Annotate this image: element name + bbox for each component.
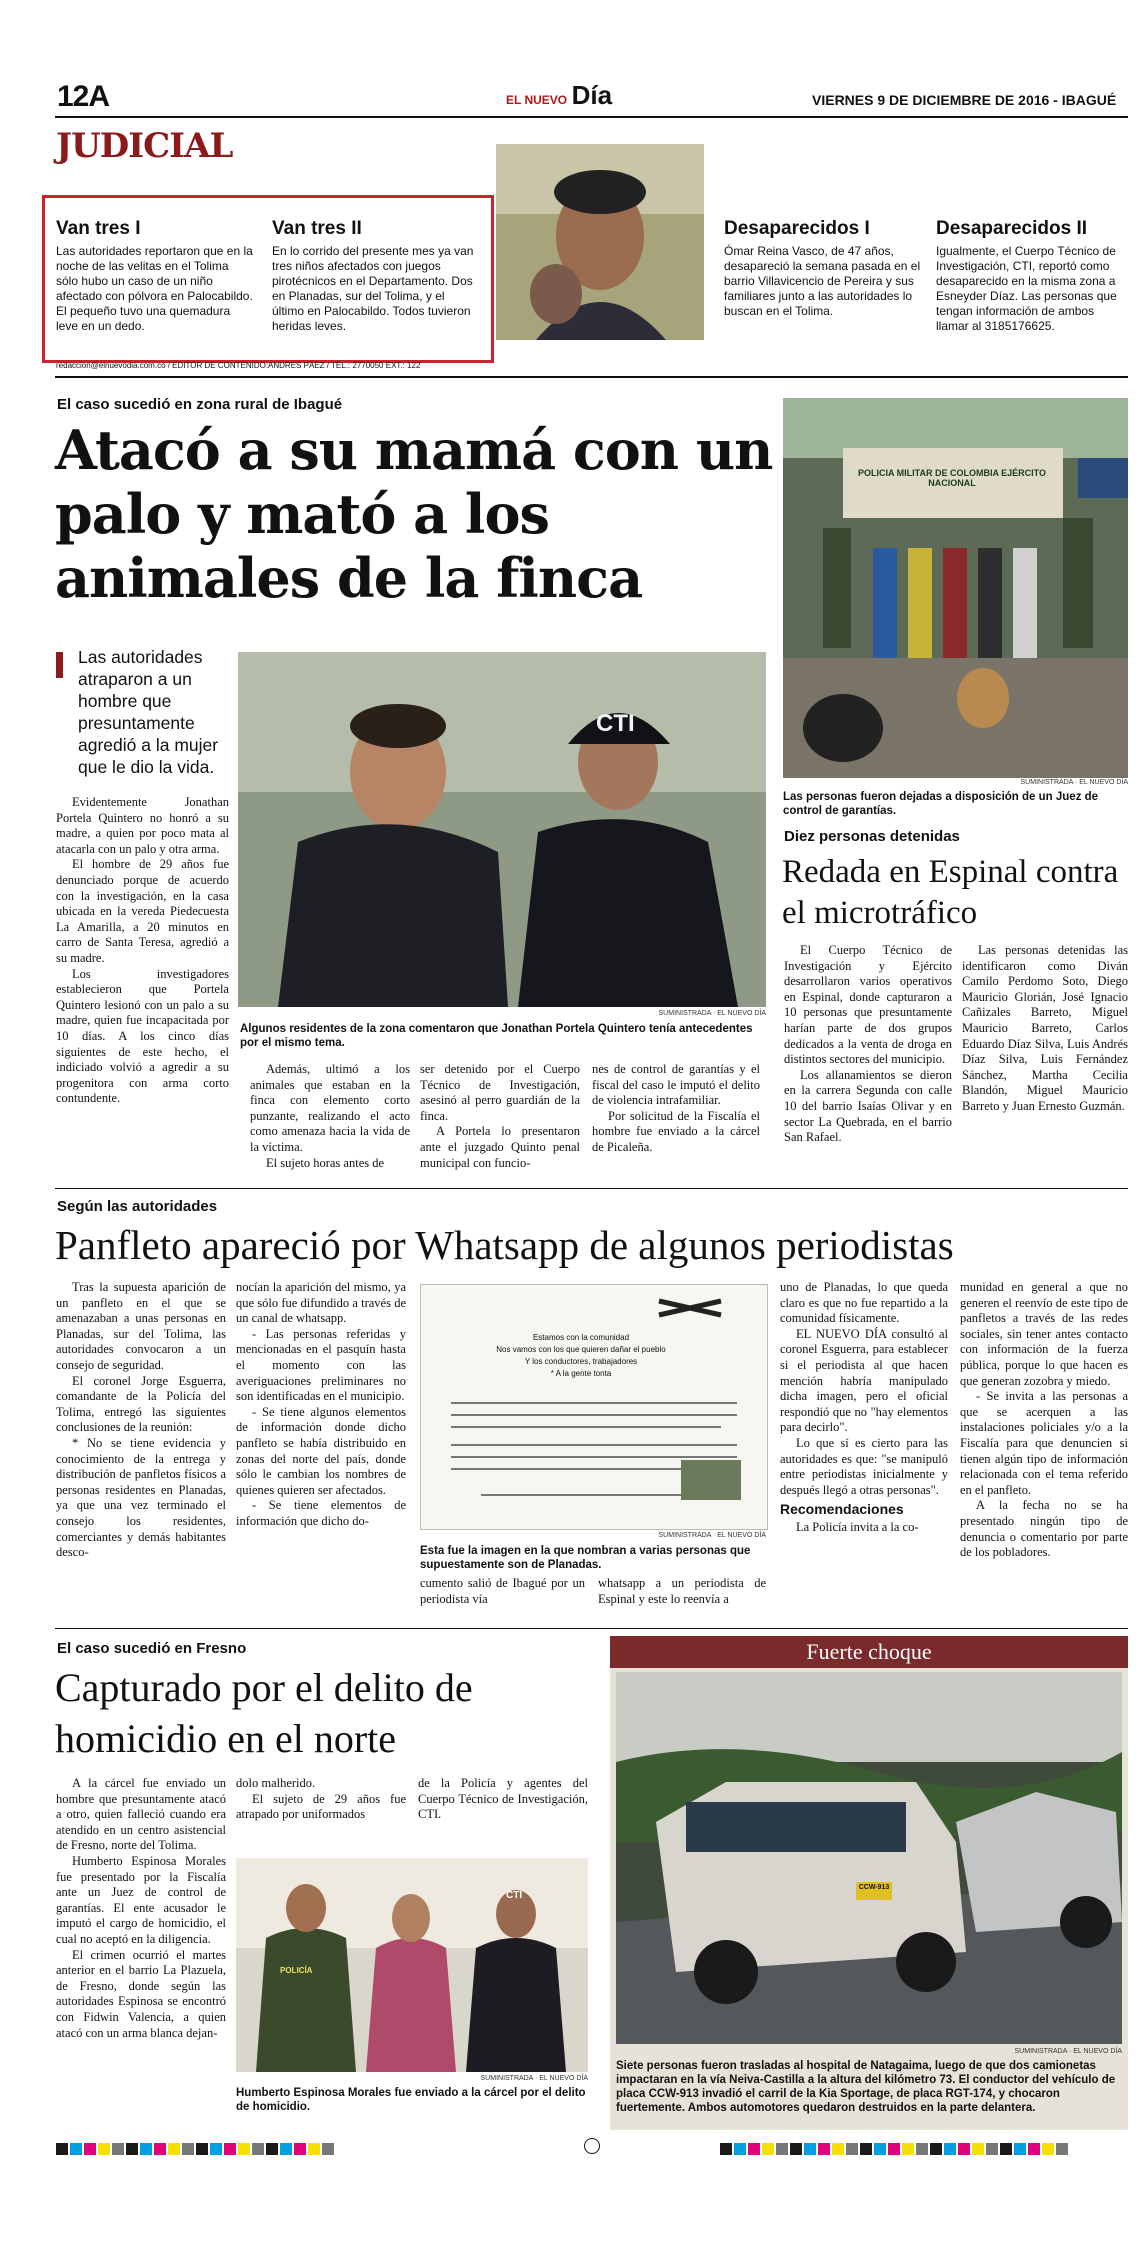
section-rule [55, 1628, 1128, 1629]
reg-swatch [874, 2143, 886, 2155]
reg-swatch [930, 2143, 942, 2155]
story3-col1 [56, 1280, 226, 1561]
reg-swatch [70, 2143, 82, 2155]
story3-col3a [420, 1576, 585, 1607]
paragraph: * No se tiene evidencia y conocimiento de la entrega y distribución de panfletos físicos a personas residentes en Planadas, ya que una vez terminado el consejo los residentes, comerciantes y demás habitantes desco- [56, 1435, 226, 1560]
paragraph: Las personas detenidas las identificaron como Diván Camilo Perdomo Soto, Diego Mauricio Glorián, José Ignacio Cañizales Barreto, Miguel Mauricio Barreto, Carlos Eduardo Díaz Silva, Luis Andrés Díaz Silva, Luis Fernández Sánchez, Martha Cecilia Blandón, Miguel Mauricio Barreto y Juan Ernesto Guzmán. [962, 943, 1128, 1113]
registration-bar-right [720, 2140, 1070, 2159]
paragraph: Evidentemente Jonathan Portela Quintero no honró a su madre, a quien por poco mata al atacarla con un palo y otra arma. [56, 795, 229, 856]
masthead-logo-part1: EL NUEVO [506, 93, 568, 107]
crash-photo [616, 1672, 1122, 2044]
reg-swatch [860, 2143, 872, 2155]
story1-col2 [250, 1062, 410, 1171]
reg-swatch [168, 2143, 180, 2155]
detainees-photo-image [783, 398, 1128, 778]
story1-kicker: El caso sucedió en zona rural de Ibagué [57, 396, 343, 413]
paragraph: - Se invita a las personas a que se acerquen a las instalaciones policiales y/o a la Fiscalía para que denuncien si tienen algún tipo de información relacionada con el tema referido en el panfleto. [960, 1389, 1128, 1497]
pamphlet-line: Nos vamos con los que quieren dañar el pueblo [496, 1345, 666, 1354]
brief-1 [56, 218, 253, 334]
masthead-logo [506, 80, 613, 111]
reg-swatch [916, 2143, 928, 2155]
story1-col3 [420, 1062, 580, 1171]
paragraph: Además, ultimó a los animales que estaban en la finca con elemento corto punzante, realizando el acto como amenaza hacia la vida de la víctima. [250, 1062, 410, 1154]
photo-sign-text: POLICIA MILITAR DE COLOMBIA EJÉRCITO NACIONAL [857, 468, 1046, 488]
reg-swatch [846, 2143, 858, 2155]
reg-swatch [182, 2143, 194, 2155]
reg-swatch [1042, 2143, 1054, 2155]
registration-mark-icon [584, 2138, 600, 2154]
crash-box-title: Fuerte choque [610, 1636, 1128, 1668]
paragraph: - Las personas referidas y mencionadas en el pasquín hasta el momento con las averiguaciones preliminares no son identificadas en el municipio. [236, 1326, 406, 1404]
registration-bar-left [56, 2140, 336, 2159]
paragraph: Humberto Espinosa Morales fue presentado por la Fiscalía ante un Juez de control de garantías. El ente acusador le imputó el cargo de homicidio, el cual no aceptó en la diligencia. [56, 1853, 226, 1946]
paragraph: - Se tiene elementos de información que dicho do- [236, 1498, 406, 1528]
paragraph: El crimen ocurrió el martes anterior en el barrio La Plazuela, de Fresno, donde según las autoridades Espinosa se encontró con Fidwin Valencia, a quien atacó con un arma blanca dejan- [56, 1947, 226, 2040]
pamphlet-line: Y los conductores, trabajadores [524, 1357, 638, 1366]
paragraph: de la Policía y agentes del Cuerpo Técnico de Investigación, CTI. [418, 1776, 588, 1822]
paragraph: nocían la aparición del mismo, ya que sólo fue difundido a través de un canal de whatsapp. [236, 1280, 406, 1326]
capture-photo-image [236, 1858, 588, 2072]
brief-text: En lo corrido del presente mes ya van tres niños afectados con juegos pirotécnicos en el Departamento. Dos en Planadas, sur del Tolima, y el último en Palocabildo. Todos tuvieron heridas leves. [272, 244, 474, 333]
paragraph: nes de control de garantías y el fiscal del caso le imputó el delito de violencia intrafamiliar. [592, 1062, 760, 1108]
paragraph: El hombre de 29 años fue denunciado porque de acuerdo con la investigación, en la casa ubicada en la vereda Piedecuesta La Amarilla, a 20 minutos en carro de Santa Teresa, agredió a su madre. [56, 857, 229, 965]
pamphlet-line: Estamos con la comunidad [532, 1333, 630, 1342]
paragraph: A Portela lo presentaron ante el juzgado Quinto penal municipal con funcio- [420, 1124, 580, 1170]
photo-credit: SUMINISTRADA · EL NUEVO DÍA [1014, 2048, 1122, 2055]
story3-photo [420, 1284, 768, 1530]
photo-credit: SUMINISTRADA · EL NUEVO DÍA [658, 1532, 766, 1539]
paragraph: dolo malherido. [236, 1776, 316, 1790]
reg-swatch [888, 2143, 900, 2155]
man-portrait-image [496, 144, 704, 340]
paragraph: La Policía invita a la co- [796, 1519, 919, 1534]
reg-swatch [902, 2143, 914, 2155]
photo-credit: SUMINISTRADA · EL NUEVO DÍA [658, 1010, 766, 1017]
paragraph: whatsapp a un periodista de Espinal y este lo reenvía a [598, 1576, 766, 1606]
brief-2 [272, 218, 477, 334]
page-number: 12A [57, 80, 110, 113]
story3-subhead: Recomendaciones [780, 1501, 904, 1518]
date-line: VIERNES 9 DE DICIEMBRE DE 2016 - IBAGUÉ [812, 92, 1117, 108]
pamphlet-line: * A la gente tonta [550, 1369, 612, 1378]
story4-col1 [56, 1776, 226, 2041]
story3-col4 [780, 1280, 948, 1536]
pamphlet-image [421, 1285, 767, 1529]
reg-swatch [140, 2143, 152, 2155]
paragraph: El sujeto de 29 años fue atrapado por uniformados [236, 1791, 406, 1822]
reg-swatch [238, 2143, 250, 2155]
story1-headline: Atacó a su mamá con un palo y mató a los animales de la finca [55, 418, 773, 610]
story3-kicker: Según las autoridades [57, 1198, 218, 1215]
story1-summary-marker [56, 652, 63, 678]
police-badge-text: POLICÍA [280, 1966, 313, 1975]
story2-col1 [784, 943, 952, 1146]
paragraph: Por solicitud de la Fiscalía el hombre fue enviado a la cárcel de Picaleña. [592, 1108, 760, 1154]
story2-photo [783, 398, 1128, 778]
story3-col5 [960, 1280, 1128, 1561]
reg-swatch [154, 2143, 166, 2155]
brief-3 [724, 218, 924, 319]
paragraph: A la cárcel fue enviado un hombre que presuntamente atacó a otro, quien falleció cuando era atendido en un centro asistencial de Fresno, norte del Tolima. [56, 1776, 226, 1853]
reg-swatch [804, 2143, 816, 2155]
arrest-photo-image [238, 652, 766, 1007]
crash-photo-image [616, 1672, 1122, 2044]
reg-swatch [790, 2143, 802, 2155]
reg-swatch [720, 2143, 732, 2155]
brief-4 [936, 218, 1128, 334]
paragraph: Lo que sí es cierto para las autoridades es que: "se manipuló entre periodistas inicialmente y después llegó a otras personas". [780, 1435, 948, 1497]
story3-col2 [236, 1280, 406, 1530]
paragraph: El sujeto horas antes de [266, 1155, 385, 1170]
reg-swatch [252, 2143, 264, 2155]
story4-headline: Capturado por el delito de homicidio en el norte [55, 1665, 473, 1761]
crash-box [610, 1636, 1128, 2130]
reg-swatch [126, 2143, 138, 2155]
reg-swatch [1014, 2143, 1026, 2155]
brief-title: Desaparecidos I [724, 218, 870, 239]
brief-text: Ómar Reina Vasco, de 47 años, desapareció la semana pasada en el barrio Villavicencio de Pereira y sus familiares junto a las autoridades lo buscan en el Tolima. [724, 244, 921, 318]
paragraph: El Cuerpo Técnico de Investigación y Ejército desarrollaron varios operativos en Espinal, donde capturaron a 10 personas que presuntamente harían parte de dos grupos dedicados a la venta de droga en distintos sectores del municipio. [784, 943, 952, 1067]
cti-cap-badge: CTI [596, 710, 635, 737]
brief-text: Las autoridades reportaron que en la noche de las velitas en el Tolima sólo hubo un caso de un niño afectado con pólvora en Palocabildo. El pequeño tuvo una quemadura leve en un dedo. [56, 244, 253, 333]
header-rule [55, 116, 1128, 118]
paragraph: EL NUEVO DÍA consultó al coronel Esguerra, para establecer si el periodista al que hacen mención habría manipulado dicha imagen, pero el oficial respondió que no "hay elementos para decirlo". [780, 1326, 948, 1435]
paragraph: ser detenido por el Cuerpo Técnico de Investigación, asesinó al perro guardián de la finca. [420, 1062, 580, 1123]
story1-col4 [592, 1062, 760, 1156]
story1-caption: Algunos residentes de la zona comentaron que Jonathan Portela Quintero tenía antecedentes por el mismo tema. [240, 1023, 753, 1049]
story3-headline: Panfleto apareció por Whatsapp de algunos periodistas [55, 1222, 954, 1268]
reg-swatch [1056, 2143, 1068, 2155]
reg-swatch [210, 2143, 222, 2155]
story4-kicker: El caso sucedió en Fresno [57, 1640, 247, 1657]
reg-swatch [294, 2143, 306, 2155]
story1-col1 [56, 795, 229, 1107]
cti-badge-text: CTI [506, 1890, 523, 1901]
reg-swatch [98, 2143, 110, 2155]
story2-col2 [962, 943, 1128, 1115]
brief-title: Van tres I [56, 218, 141, 239]
reg-swatch [280, 2143, 292, 2155]
crash-caption: Siete personas fueron trasladas al hospital de Natagaima, luego de que dos camionetas impactaran en la vía Neiva-Castilla a la altura del kilómetro 73. El conductor del vehículo de placa CCW-913 invadió el carril de la Kia Sportage, de placa RGT-174, y chocaron fuertemente. Ambos automotores quedaron destruidos en la parte delantera. [616, 2060, 1116, 2114]
reg-swatch [776, 2143, 788, 2155]
story1-photo [238, 652, 766, 1007]
paragraph: Los investigadores establecieron que Portela Quintero lesionó con un palo a su madre, quien fue incapacitada por 10 días. A los cinco días siguientes de este hecho, el indiciado volvió a agredir a su progenitora con arma corto contundente. [56, 966, 229, 1106]
paragraph: A la fecha no se ha presentado ningún tipo de denuncia o comentario por parte de los pobladores. [960, 1498, 1128, 1560]
photo-credit: SUMINISTRADA · EL NUEVO DÍA [1020, 779, 1128, 786]
paragraph: cumento salió de Ibagué por un periodista vía [420, 1576, 585, 1606]
story3-col3b [598, 1576, 766, 1607]
reg-swatch [84, 2143, 96, 2155]
story1-summary: Las autoridades atraparon a un hombre que presuntamente agredió a la mujer que le dio la vida. [78, 647, 219, 777]
story2-kicker: Diez personas detenidas [784, 828, 960, 845]
reg-swatch [308, 2143, 320, 2155]
reg-swatch [748, 2143, 760, 2155]
section-rule [55, 376, 1128, 378]
paragraph: munidad en general a que no generen el reenvío de este tipo de panfletos a través de las redes sociales, sin tener antes contacto con información de la fuerza pública, porque lo que hacen es que generan zozobra y miedo. [960, 1280, 1128, 1388]
masthead-logo-part2: Día [571, 80, 613, 110]
reg-swatch [734, 2143, 746, 2155]
reg-swatch [266, 2143, 278, 2155]
paragraph: Tras la supuesta aparición de un panfleto en el que se amenazaban a unas personas en Planadas, sur del Tolima, las autoridades convocaron a un consejo de seguridad. [56, 1280, 226, 1372]
reg-swatch [1000, 2143, 1012, 2155]
reg-swatch [986, 2143, 998, 2155]
story3-caption: Esta fue la imagen en la que nombran a varias personas que supuestamente son de Planadas. [420, 1545, 751, 1571]
reg-swatch [322, 2143, 334, 2155]
reg-swatch [762, 2143, 774, 2155]
reg-swatch [196, 2143, 208, 2155]
brief-text: Igualmente, el Cuerpo Técnico de Investigación, CTI, reportó como desaparecido en la misma zona a Esneyder Díaz. Las personas que tengan información de ambos llamar al 3185176625. [936, 244, 1117, 333]
reg-swatch [224, 2143, 236, 2155]
paragraph: - Se tiene algunos elementos de información donde dicho panfleto se había distribuido en zonas del norte del país, donde sólo le cambian los nombres de quienes quieren ser afectados. [236, 1404, 406, 1497]
paragraph: El coronel Jorge Esguerra, comandante de la Policía del Tolima, entregó las siguientes conclusiones de la reunión: [56, 1373, 226, 1435]
story4-col3 [418, 1776, 588, 1823]
reg-swatch [972, 2143, 984, 2155]
section-title: JUDICIAL [56, 126, 233, 166]
reg-swatch [944, 2143, 956, 2155]
reg-swatch [832, 2143, 844, 2155]
paragraph: Los allanamientos se dieron en la carrera Segunda con calle 10 del barrio Isaías Olivar y en sector La Quebrada, en el barrio San Rafael. [784, 1067, 952, 1145]
reg-swatch [958, 2143, 970, 2155]
license-plate-text: CCW-913 [858, 1884, 890, 1891]
brief-photo [496, 144, 704, 340]
reg-swatch [1028, 2143, 1040, 2155]
brief-title: Van tres II [272, 218, 362, 239]
photo-credit: SUMINISTRADA · EL NUEVO DÍA [480, 2075, 588, 2082]
reg-swatch [56, 2143, 68, 2155]
story2-headline: Redada en Espinal contra el microtráfico [782, 854, 1119, 931]
reg-swatch [818, 2143, 830, 2155]
story4-caption: Humberto Espinosa Morales fue enviado a la cárcel por el delito de homicidio. [236, 2087, 586, 2113]
brief-title: Desaparecidos II [936, 218, 1088, 239]
reg-swatch [112, 2143, 124, 2155]
section-rule [55, 1188, 1128, 1189]
paragraph: uno de Planadas, lo que queda claro es que no fue repartido a la comunidad físicamente. [780, 1280, 948, 1326]
story4-col2 [236, 1776, 406, 1823]
contact-line: redaccion@elnuevodia.com.co / EDITOR DE CONTENIDO:ANDRES PÁEZ / TEL.: 2770050 EXT.: 122 [56, 361, 421, 370]
story4-photo [236, 1858, 588, 2072]
story2-caption: Las personas fueron dejadas a disposición de un Juez de control de garantías. [783, 791, 1099, 817]
